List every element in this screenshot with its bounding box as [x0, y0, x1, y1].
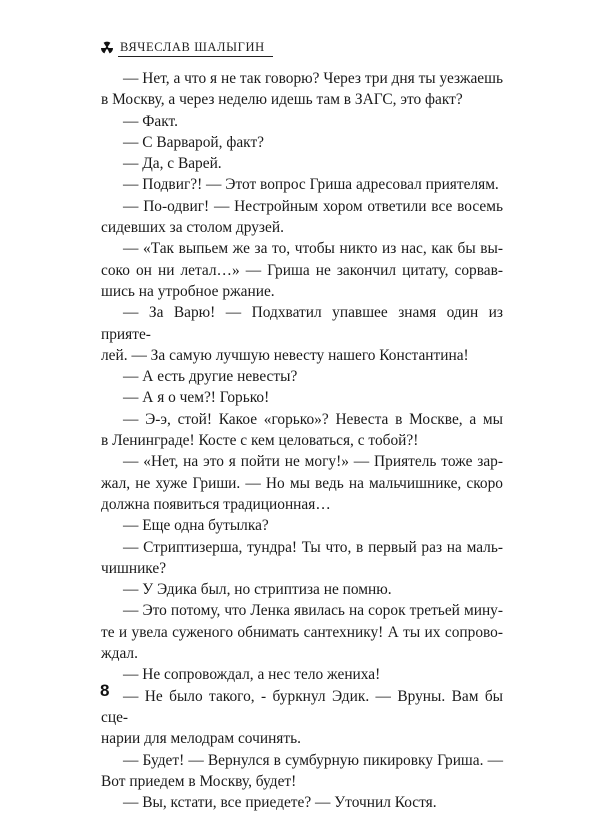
text-line: — Нет, а что я не так говорю? Через три дня ты уезжаешь: [123, 70, 503, 87]
text-line: — «Так выпьем же за то, чтобы никто из нас, как бы вы-: [123, 240, 503, 258]
header-rule: [118, 56, 273, 57]
text-line: ждал.: [101, 645, 138, 663]
text-line: Вот приедем в Москву, будет!: [101, 772, 297, 790]
running-header: [100, 40, 265, 55]
text-line: — С Варварой, факт?: [123, 133, 264, 151]
text-line: — Это потому, что Ленка явилась на сорок третьей мину-: [123, 602, 503, 620]
radiation-trefoil-icon: [100, 41, 114, 55]
text-line: чишнике?: [101, 559, 167, 577]
page-number: 8: [100, 681, 110, 700]
text-line: — Подвиг?! — Этот вопрос Гриша адресовал приятелям.: [123, 176, 499, 194]
text-line: должна появиться традиционная…: [101, 495, 331, 513]
text-line: соко он ни летал…» — Гриша не закончил цитату, сорвав-: [101, 261, 503, 279]
text-line: те и увела суженого обнимать сантехнику! А ты их сопрово-: [101, 623, 503, 641]
text-line: — А я о чем?! Горько!: [123, 389, 270, 407]
author-name: ВЯЧЕСЛАВ ШАЛЫГИН: [120, 40, 265, 54]
text-line: — Не сопровождал, а нес тело жениха!: [123, 666, 381, 684]
text-line: — По-одвиг! — Нестройным хором ответили все восемь: [123, 197, 503, 215]
text-line: — Факт.: [123, 112, 178, 130]
text-line: — За Варю! — Подхватил упавшее знамя один из прияте-: [101, 304, 503, 343]
text-line: шись на утробное ржание.: [101, 282, 275, 300]
text-line: — Стриптизерша, тундра! Ты что, в первый раз на маль-: [123, 538, 503, 556]
text-line: в Ленинграде! Косте с кем целоваться, с тобой?!: [101, 432, 419, 450]
text-line: — Э-э, стой! Какое «горько»? Невеста в Москве, а мы: [123, 410, 503, 428]
text-line: — Будет! — Вернулся в сумбурную пикировку Гриша. —: [123, 751, 503, 769]
text-line: сидевших за столом друзей.: [101, 219, 284, 237]
text-line: нарии для мелодрам сочинять.: [101, 730, 301, 748]
text-line: — Да, с Варей.: [123, 155, 222, 173]
text-line: — Вы, кстати, все приедете? — Уточнил Костя.: [123, 794, 437, 812]
text-line: лей. — За самую лучшую невесту нашего Константина!: [101, 346, 469, 364]
text-line: — А есть другие невесты?: [123, 368, 298, 386]
text-line: — «Нет, на это я пойти не могу!» — Приятель тоже зар-: [123, 453, 503, 471]
text-line: жал, не хуже Гриши. — Но мы ведь на мальчишнике, скоро: [101, 474, 503, 492]
text-line: в Москву, а через неделю идешь там в ЗАГС, это факт?: [101, 91, 463, 109]
text-line: — Еще одна бутылка?: [123, 517, 269, 535]
text-line: — Не было такого, - буркнул Эдик. — Вруны. Вам бы сце-: [101, 687, 503, 726]
body-text: [101, 68, 503, 813]
text-line: — У Эдика был, но стриптиза не помню.: [123, 581, 392, 599]
